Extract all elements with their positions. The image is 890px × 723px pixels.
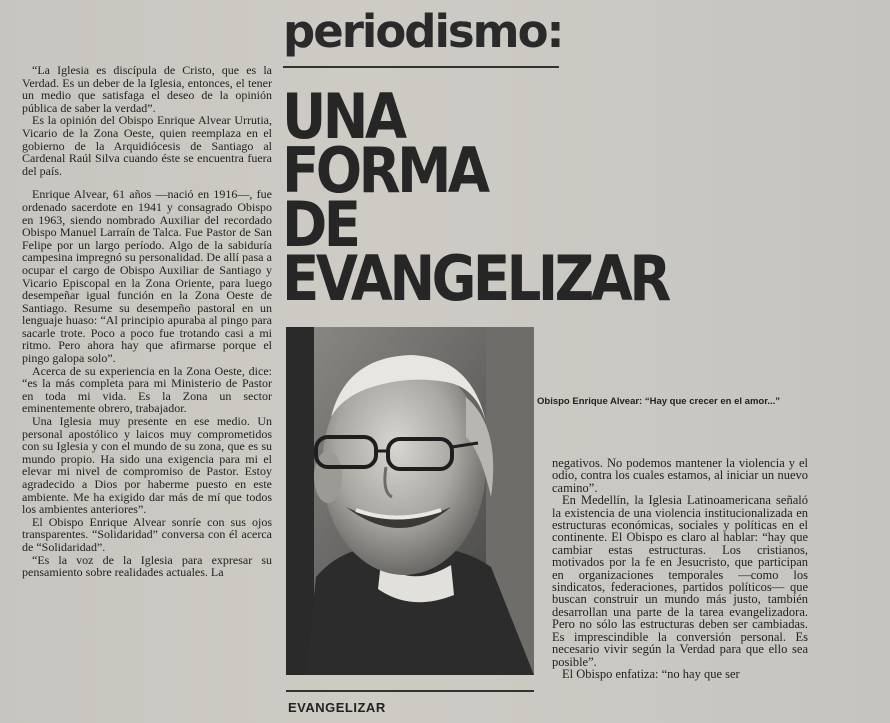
paragraph: El Obispo Enrique Alvear sonríe con sus ojos transparentes. “Solidaridad” conversa con él acerca de “Solidaridad”. [22,514,272,554]
paragraph: Acerca de su experiencia en la Zona Oeste, dice: “es la más completa para mi Ministerio de Pastor en toda mi vida. Es la Zona un sector eminentemente obrero, trabajador. [22,363,272,416]
paragraph: “La Iglesia es discípula de Cristo, que es la Verdad. Es un deber de la Iglesia, entonces, el tener un medio que satisfaga el deseo de la opinión pública de saber la verdad”. [22,63,272,115]
headline [282,80,668,315]
article-right-column [552,457,808,680]
article-left-column [22,64,272,579]
headline-line-4: EVANGELIZAR [282,242,668,315]
section-heading: EVANGELIZAR [288,700,386,715]
paragraph: Enrique Alvear, 61 años —nació en 1916—, fue ordenado sacerdote en 1941 y consagrado Obispo en 1963, siendo nombrado Auxiliar del recordado Obispo Manuel Larraín de Talca. Fue Pastor de San Felipe por un largo período. Algo de la sabiduría campesina impregnó su personalidad. De allí pasa a ocupar el cargo de Obispo Auxiliar de Santiago y Vicario Episcopal en la Zona Oriente, para luego desempeñar igual función en la Zona Oeste de Santiago. Resume su desempeño pastoral en un lenguaje huaso: “Al principio apuraba al pingo para sacarle trote. Poco a poco fue trotando casi a mi ritmo. Pero ahora hay que afirmarse porque el pingo galopa solo”. [22,187,272,366]
paragraph: El Obispo enfatiza: “no hay que ser [562,666,740,681]
paragraph: “Es la voz de la Iglesia para expresar su pensamiento sobre realidades actuales. La [22,552,272,580]
kicker-title: periodismo: [283,5,563,58]
paragraph: negativos. No podemos mantener la violencia y el odio, contra los cuales estamos, al iniciar un nuevo camino”. [552,456,808,495]
headline-line-3: DE [282,188,358,261]
photo-caption: Obispo Enrique Alvear: “Hay que crecer en el amor...” [537,396,781,407]
section-divider [286,690,534,692]
bishop-portrait-photo [286,327,534,675]
paragraph: Es la opinión del Obispo Enrique Alvear Urrutia, Vicario de la Zona Oeste, quien reemplaza en el gobierno de la Arquidiócesis de Santiago al Cardenal Raúl Silva cuando éste se encuentra fuera del país. [22,113,272,178]
paragraph: En Medellín, la Iglesia Latinoamericana señaló la existencia de una violencia institucionalizada en estructuras económicas, sociales y políticas en el continente. El Obispo es claro al hablar: “hay que cambiar estas estructuras. Los cristianos, motivados por la fe en Jesucristo, que participan en organizaciones temporales —como los sindicatos, federaciones, partidos políticos— que buscan construir un mundo más justo, también desarrollan una parte de la tarea evangelizadora. Pero no sólo las estructuras deben ser cambiadas. Es imprescindible la conversión personal. Es necesario vivir según la Verdad para que ello sea posible”. [552,493,808,669]
paragraph: Una Iglesia muy presente en ese medio. Un personal apostólico y laicos muy comprometidos con su Iglesia y con el mundo de su zona, que es su mundo propio. Ha sido una exigencia para mi el elevar mi nivel de compromiso de Pastor. Estoy agradecido a Dios por haberme puesto en este ambiente. Me ha exigido dar más de mí que todos los ambientes anteriores”. [22,414,272,517]
kicker-underline [283,66,559,68]
headline-line-2: FORMA [282,134,487,207]
headline-line-1: UNA [282,80,404,153]
